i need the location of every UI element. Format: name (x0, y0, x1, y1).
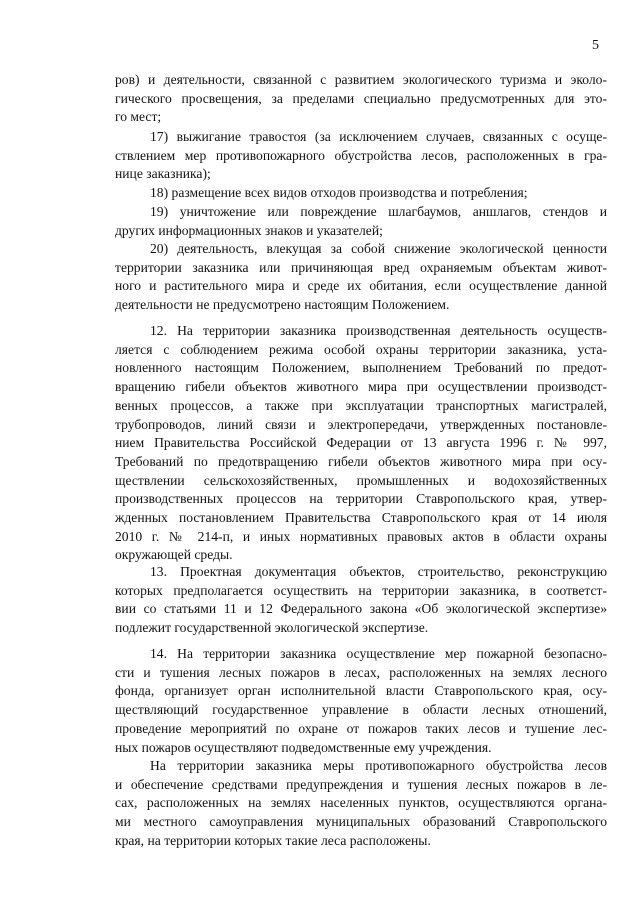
text-line: окружающей среды. (115, 547, 233, 563)
paragraph-continuation (115, 71, 607, 127)
text-line: 14. На территории заказника осуществление мер пожарной безопасно- (150, 646, 607, 661)
text-line: деятельности не предусмотрено настоящим Положением. (115, 297, 450, 313)
text-line: На территории заказника меры противопожарного обустройства лесов (150, 758, 607, 773)
text-line: нице заказника); (115, 166, 211, 182)
text-line: 2010 г. № 214-п, и иных нормативных правовых актов в области охраны (115, 528, 607, 544)
text-line: новленного настоящим Положением, выполнением Требований по предот- (115, 360, 607, 376)
text-line: ществляющий государственное управление в области лесных отношений, (115, 702, 607, 718)
text-line: фонда, организует орган исполнительной власти Ставропольского края, осу- (115, 683, 607, 699)
list-item-20 (115, 240, 607, 315)
section-12 (115, 322, 607, 565)
text-line: края, на территории которых такие леса расположены. (115, 832, 431, 848)
list-item-17 (115, 128, 607, 184)
section-14-paragraph-2 (115, 757, 607, 851)
text-line: жденных постановлением Правительства Ставропольского края от 14 июля (115, 510, 607, 526)
text-line: 12. На территории заказника производственная деятельность осуществ- (150, 323, 607, 338)
text-line: подлежит государственной экологической экспертизе. (115, 620, 429, 636)
list-item-18 (115, 184, 607, 203)
text-line: 19) уничтожение или повреждение шлагбаумов, аншлагов, стендов и (150, 204, 607, 219)
text-line: сти и тушения лесных пожаров в лесах, расположенных на землях лесного (115, 664, 607, 680)
text-line: ного и растительного мира и среде их обитания, если осуществление данной (115, 278, 607, 294)
text-line: 17) выжигание травостоя (за исключением случаев, связанных с осуще- (150, 129, 607, 144)
text-line: ствлением мер противопожарного обустройства лесов, расположенных в гра- (115, 147, 607, 163)
text-line: ляется с соблюдением режима особой охраны территории заказника, уста- (115, 341, 607, 357)
section-13 (115, 563, 607, 638)
text-line: производственных процессов на территории Ставропольского края, утвер- (115, 491, 607, 507)
text-line: гического просвещения, за пределами специально предусмотренных для это- (115, 90, 607, 106)
section-14 (115, 645, 607, 757)
text-line: вращению гибели объектов животного мира при осуществлении производст- (115, 379, 607, 395)
text-line: 18) размещение всех видов отходов производства и потребления; (150, 185, 528, 200)
text-line: 13. Проектная документация объектов, строительство, реконструкцию (150, 564, 607, 579)
text-line: которых предполагается осуществить на территории заказника, в соответст- (115, 582, 607, 598)
text-line: сах, расположенных на землях населенных пунктов, осуществляются органа- (115, 795, 607, 811)
text-line: трубопроводов, линий связи и электропередачи, утвержденных постановле- (115, 416, 607, 432)
text-line: ществлении сельскохозяйственных, промышленных и водохозяйственных (115, 472, 607, 488)
text-line: Требований по предотвращению гибели объектов животного мира при осу- (115, 453, 607, 469)
text-line: вии со статьями 11 и 12 Федерального закона «Об экологической экспертизе» (115, 601, 607, 617)
page-number: 5 (592, 38, 599, 53)
text-line: го мест; (115, 109, 162, 125)
text-line: территории заказника или причиняющая вред охраняемым объектам живот- (115, 259, 607, 275)
text-line: проведение мероприятий по охране от пожаров таких лесов и тушение лес- (115, 720, 607, 736)
text-line: ных пожаров осуществляют подведомственные ему учреждения. (115, 739, 492, 755)
text-line: венных процессов, а также при эксплуатации транспортных магистралей, (115, 397, 607, 413)
text-line: ров) и деятельности, связанной с развитием экологического туризма и эколо- (115, 72, 607, 87)
text-line: нием Правительства Российской Федерации от 13 августа 1996 г. № 997, (115, 435, 607, 451)
text-line: 20) деятельность, влекущая за собой снижение экологической ценности (150, 241, 607, 256)
text-line: ми местного самоуправления муниципальных образований Ставропольского (115, 814, 607, 830)
list-item-19 (115, 203, 607, 240)
text-line: и обеспечение средствами предупреждения и тушения лесных пожаров в ле- (115, 776, 607, 792)
text-line: других информационных знаков и указателей; (115, 222, 383, 238)
